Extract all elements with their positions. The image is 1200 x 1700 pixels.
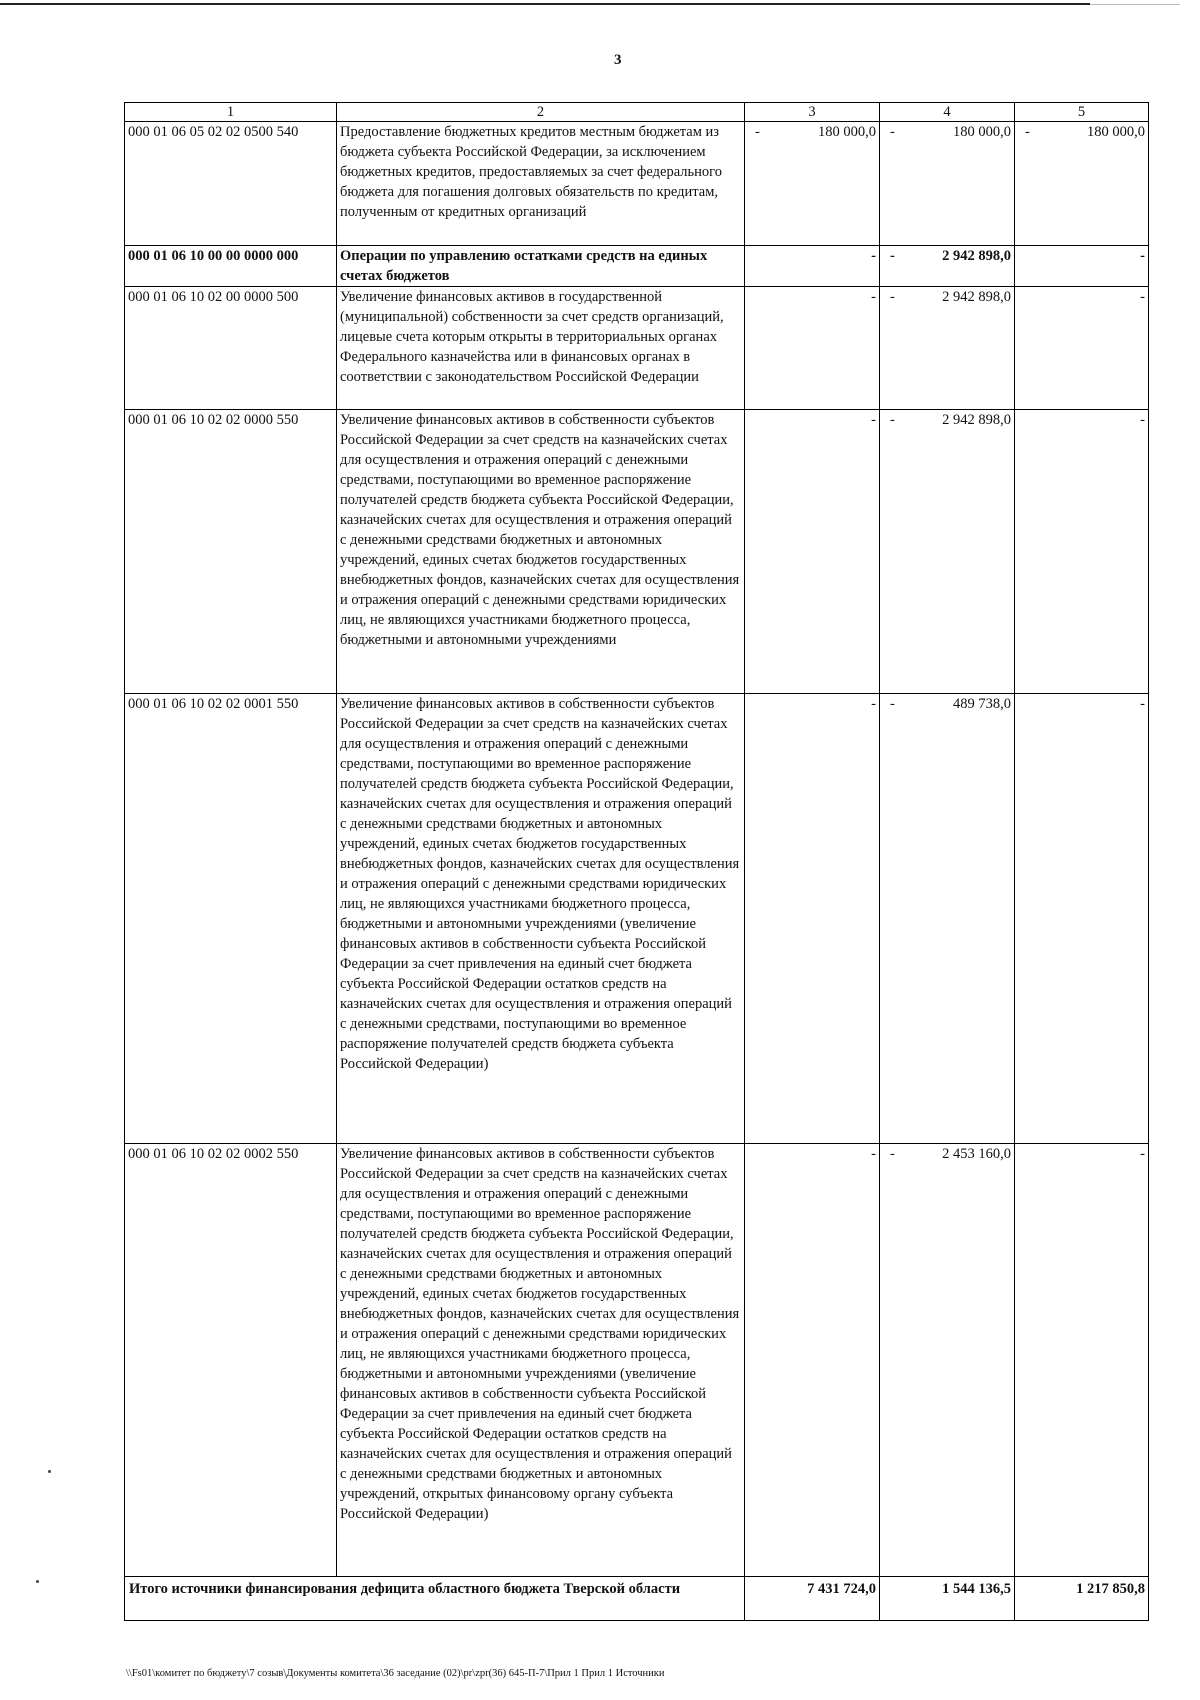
minus-sign: -: [1025, 124, 1030, 140]
top-border-line: [0, 3, 1090, 5]
row-value-4: [880, 246, 1015, 287]
row-name: Увеличение финансовых активов в государственной (муниципальной) собственности за счет средств организаций, лицевые счета которым открыты в территориальных органах Федерального казначейства или в финансовых органах в соответствии с законодательством Российской Федерации: [337, 287, 745, 410]
row-value-3: [745, 287, 880, 410]
row-code: 000 01 06 10 00 00 0000 000: [125, 246, 337, 287]
table-row: [125, 122, 1149, 246]
row-value-3: [745, 122, 880, 246]
scan-speck: [36, 1580, 39, 1583]
file-path-footer: \\Fs01\комитет по бюджету\7 созыв\Документы комитета\36 заседание (02)\pr\zpr(36) 645-П-7\Прил 1 Прил 1 Источники: [126, 1668, 665, 1679]
row-value-5-text: 180 000,0: [1087, 124, 1145, 140]
row-value-5-text: -: [1140, 696, 1145, 712]
minus-sign: -: [890, 289, 895, 305]
row-value-4: [880, 287, 1015, 410]
row-value-5: [1015, 122, 1149, 246]
row-value-4-text: 2 942 898,0: [942, 412, 1011, 428]
row-value-3-text: -: [871, 696, 876, 712]
minus-sign: -: [890, 696, 895, 712]
row-value-5-text: -: [1140, 1146, 1145, 1162]
total-value-3: 7 431 724,0: [745, 1577, 880, 1621]
minus-sign: -: [890, 412, 895, 428]
row-value-5-text: -: [1140, 289, 1145, 305]
row-value-3-text: 180 000,0: [818, 124, 876, 140]
row-value-3: [745, 410, 880, 694]
column-header-3: 3: [745, 103, 880, 122]
minus-sign: -: [890, 248, 895, 264]
row-value-4-text: 2 453 160,0: [942, 1146, 1011, 1162]
total-value-5: 1 217 850,8: [1015, 1577, 1149, 1621]
row-name: Увеличение финансовых активов в собственности субъектов Российской Федерации за счет средств на казначейских счетах для осуществления и отражения операций с денежными средствами, поступающими во временное распоряжение получателей средств бюджета субъекта Российской Федерации, казначейских счетах для осуществления и отражения операций с денежными средствами бюджетных и автономных учреждений, единых счетах бюджетов государственных внебюджетных фондов, казначейских счетах для осуществления и отражения операций с денежными средствами юридических лиц, не являющихся участниками бюджетного процесса, бюджетными и автономными учреждениями: [337, 410, 745, 694]
row-value-3-text: -: [871, 412, 876, 428]
total-value-4: 1 544 136,5: [880, 1577, 1015, 1621]
row-code: 000 01 06 10 02 02 0001 550: [125, 694, 337, 1144]
row-value-3: [745, 694, 880, 1144]
row-value-5: [1015, 1144, 1149, 1577]
row-value-4-text: 2 942 898,0: [942, 289, 1011, 305]
row-name: Увеличение финансовых активов в собственности субъектов Российской Федерации за счет средств на казначейских счетах для осуществления и отражения операций с денежными средствами, поступающими во временное распоряжение получателей средств бюджета субъекта Российской Федерации, казначейских счетах для осуществления и отражения операций с денежными средствами бюджетных и автономных учреждений, единых счетах бюджетов государственных внебюджетных фондов, казначейских счетах для осуществления и отражения операций с денежными средствами юридических лиц, не являющихся участниками бюджетного процесса, бюджетными и автономными учреждениями (увеличение финансовых активов в собственности субъекта Российской Федерации за счет привлечения на единый счет бюджета субъекта Российской Федерации остатков средств на казначейских счетах для осуществления и отражения операций с денежными средствами, поступающими во временное распоряжение получателей средств бюджета субъекта Российской Федерации): [337, 694, 745, 1144]
minus-sign: -: [890, 124, 895, 140]
column-header-1: 1: [125, 103, 337, 122]
table-row: [125, 287, 1149, 410]
scan-speck: [48, 1470, 51, 1473]
row-name: Увеличение финансовых активов в собственности субъектов Российской Федерации за счет средств на казначейских счетах для осуществления и отражения операций с денежными средствами, поступающими во временное распоряжение получателей средств бюджета субъекта Российской Федерации, казначейских счетах для осуществления и отражения операций с денежными средствами бюджетных и автономных учреждений, единых счетах бюджетов государственных внебюджетных фондов, казначейских счетах для осуществления и отражения операций с денежными средствами юридических лиц, не являющихся участниками бюджетного процесса, бюджетными и автономными учреждениями (увеличение финансовых активов в собственности субъекта Российской Федерации за счет привлечения на единый счет бюджета субъекта Российской Федерации остатков средств на казначейских счетах для осуществления и отражения операций с денежными средствами бюджетных и автономных учреждений, открытых финансовому органу субъекта Российской Федерации): [337, 1144, 745, 1577]
row-value-5: [1015, 694, 1149, 1144]
row-name: Предоставление бюджетных кредитов местным бюджетам из бюджета субъекта Российской Федерации, за исключением бюджетных кредитов, предоставляемых за счет федерального бюджета для погашения долговых обязательств по кредитам, полученным от кредитных организаций: [337, 122, 745, 246]
table-row: [125, 410, 1149, 694]
row-value-5: [1015, 246, 1149, 287]
row-value-3: [745, 1144, 880, 1577]
row-value-4: [880, 122, 1015, 246]
total-label: Итого источники финансирования дефицита областного бюджета Тверской области: [125, 1577, 745, 1621]
row-code: 000 01 06 10 02 02 0000 550: [125, 410, 337, 694]
row-name: Операции по управлению остатками средств на единых счетах бюджетов: [337, 246, 745, 287]
table-header-row: [125, 103, 1149, 122]
row-value-4: [880, 1144, 1015, 1577]
row-code: 000 01 06 10 02 02 0002 550: [125, 1144, 337, 1577]
column-header-2: 2: [337, 103, 745, 122]
table-row: [125, 694, 1149, 1144]
row-value-3-text: -: [871, 248, 876, 264]
row-value-4-text: 2 942 898,0: [942, 248, 1011, 264]
row-code: 000 01 06 05 02 02 0500 540: [125, 122, 337, 246]
row-value-4-text: 489 738,0: [953, 696, 1011, 712]
row-value-5-text: -: [1140, 248, 1145, 264]
table-row: [125, 246, 1149, 287]
row-value-5: [1015, 410, 1149, 694]
row-value-3-text: -: [871, 289, 876, 305]
row-value-3-text: -: [871, 1146, 876, 1162]
row-value-4: [880, 694, 1015, 1144]
row-value-4: [880, 410, 1015, 694]
page-number: 3: [614, 52, 622, 68]
minus-sign: -: [755, 124, 760, 140]
table-row: [125, 1144, 1149, 1577]
column-header-4: 4: [880, 103, 1015, 122]
minus-sign: -: [890, 1146, 895, 1162]
sources-table: [124, 102, 1149, 1621]
total-row: [125, 1577, 1149, 1621]
row-value-5-text: -: [1140, 412, 1145, 428]
top-border-line-faint: [1090, 4, 1180, 5]
row-value-5: [1015, 287, 1149, 410]
row-code: 000 01 06 10 02 00 0000 500: [125, 287, 337, 410]
row-value-4-text: 180 000,0: [953, 124, 1011, 140]
column-header-5: 5: [1015, 103, 1149, 122]
row-value-3: [745, 246, 880, 287]
